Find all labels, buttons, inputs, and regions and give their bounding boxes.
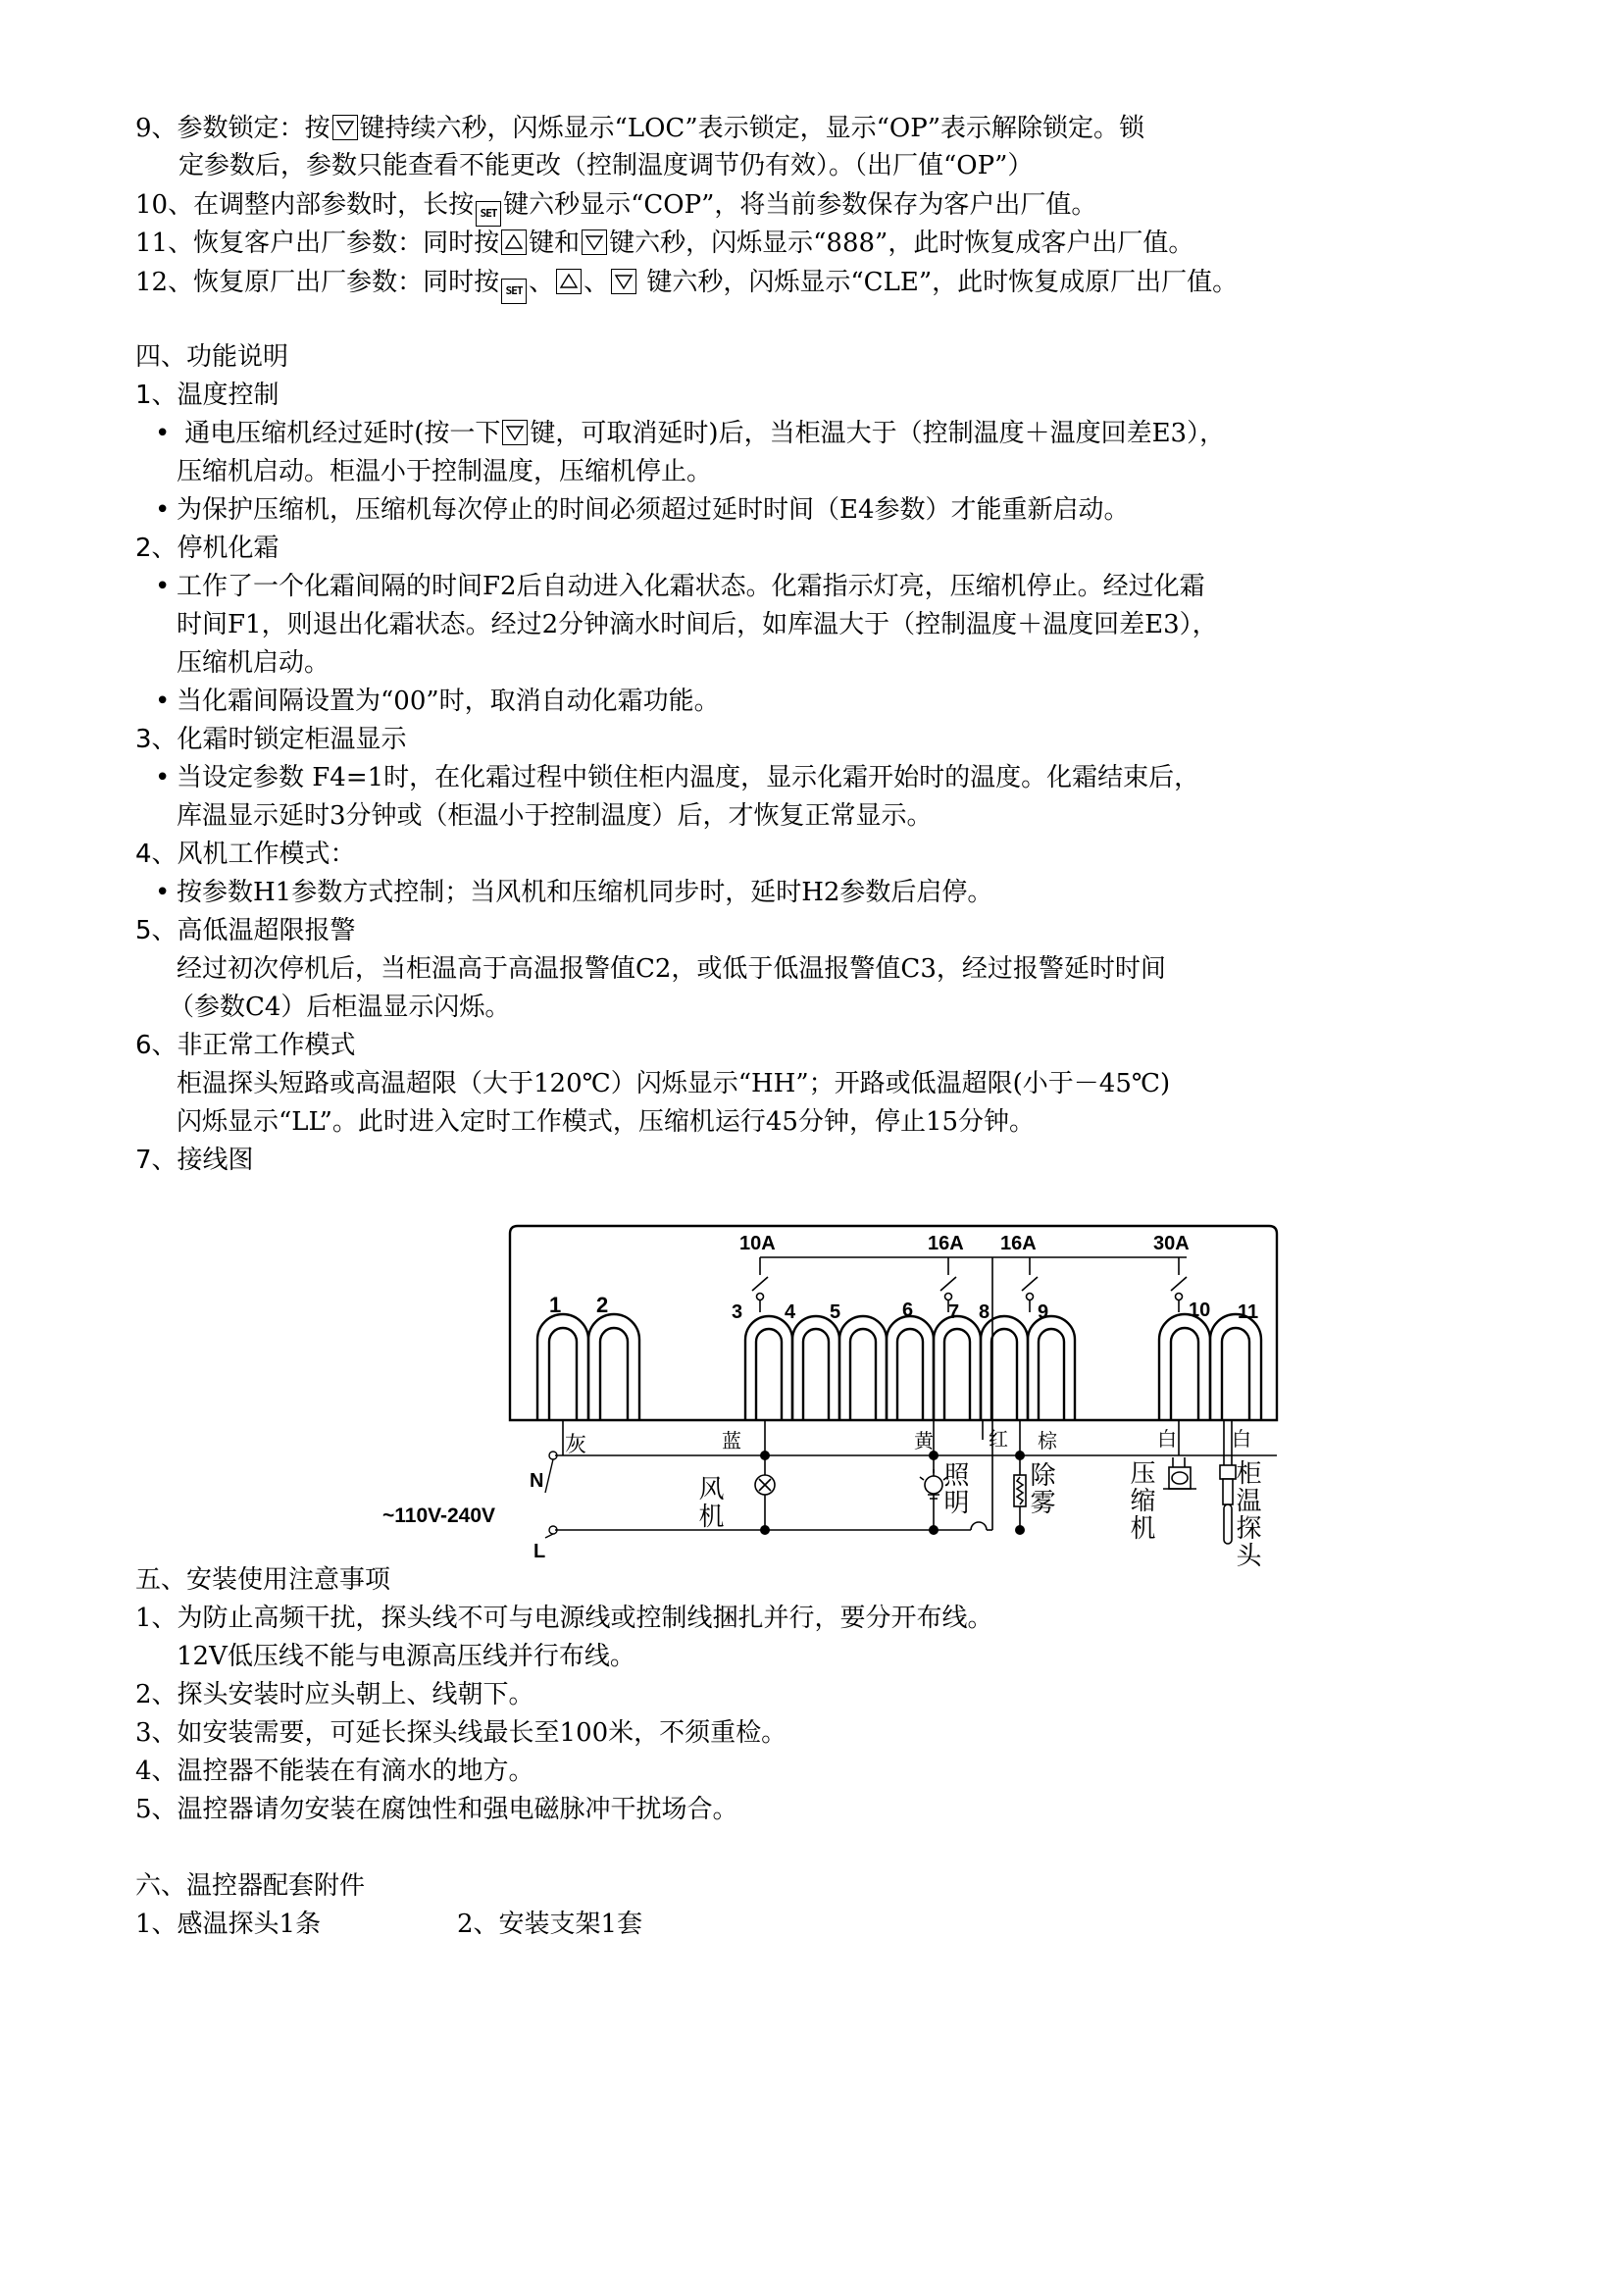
section-5-title: 五、安装使用注意事项 xyxy=(135,1565,391,1595)
load-probe: 柜温探头 xyxy=(1233,1459,1262,1569)
rating-30a: 30A xyxy=(1153,1233,1190,1254)
set-key-icon: SET xyxy=(476,201,501,227)
section-4-4-title: 4、风机工作模式： xyxy=(135,840,356,869)
text: 9、参数锁定：按 xyxy=(135,114,330,143)
terminal-loops-3-9 xyxy=(745,1316,1075,1420)
wire-color-white: 白 xyxy=(1157,1429,1177,1451)
section-4-5-title: 5、高低温超限报警 xyxy=(135,916,356,945)
terminal-9: 9 xyxy=(1038,1301,1049,1323)
wiring-diagram xyxy=(382,1214,1304,1577)
text: 当化霜间隔设置为“00”时，取消自动化霜功能。 xyxy=(177,687,720,716)
terminal-loop xyxy=(549,1328,577,1420)
item-9-line-2: 定参数后，参数只能查看不能更改（控制温度调节仍有效）。（出厂值“OP”） xyxy=(178,151,1034,180)
line-label: L xyxy=(533,1541,546,1562)
supply-voltage: ~110V-240V xyxy=(382,1504,496,1527)
rating-16a-2: 16A xyxy=(1000,1233,1037,1254)
terminal-6: 6 xyxy=(902,1300,914,1321)
section-4-2-bullet-1 xyxy=(155,570,1205,603)
section-4-2-bullet-1-cont: 压缩机启动。 xyxy=(177,648,330,678)
load-light: 照明 xyxy=(940,1461,970,1516)
wire-color-red: 红 xyxy=(989,1429,1008,1451)
text: 键和 xyxy=(529,229,581,258)
supply-terminals xyxy=(545,1452,557,1538)
terminal-2: 2 xyxy=(596,1293,609,1317)
neutral-label: N xyxy=(530,1470,544,1492)
terminal-10: 10 xyxy=(1189,1300,1211,1321)
section-4-7-title: 7、接线图 xyxy=(135,1146,254,1175)
section-4-1-bullet-1 xyxy=(155,417,1225,450)
section-5-item-1: 1、为防止高频干扰，探头线不可与电源线或控制线捆扎并行，要分开布线。 xyxy=(135,1604,993,1633)
accessory-2: 2、安装支架1套 xyxy=(457,1910,643,1939)
item-9-line-1 xyxy=(135,112,1144,145)
section-4-3-bullet-1 xyxy=(155,761,1199,794)
down-key-icon xyxy=(611,269,636,294)
terminal-loop xyxy=(588,1314,639,1420)
load-compressor: 压缩机 xyxy=(1127,1459,1156,1542)
set-key-icon: SET xyxy=(501,279,527,304)
rating-10a: 10A xyxy=(739,1233,776,1254)
compressor-icon xyxy=(1163,1457,1196,1489)
section-5-item-1-cont: 12V低压线不能与电源高压线并行布线。 xyxy=(177,1642,635,1671)
text: 按参数H1参数方式控制；当风机和压缩机同步时，延时H2参数后启停。 xyxy=(177,878,993,907)
text: 键六秒，闪烁显示“888”，此时恢复成客户出厂值。 xyxy=(609,229,1194,258)
section-4-5-line-2: （参数C4）后柜温显示闪烁。 xyxy=(169,993,511,1022)
terminal-1: 1 xyxy=(549,1293,562,1317)
item-11 xyxy=(135,227,1193,260)
terminal-loops-10-11 xyxy=(1159,1314,1261,1420)
terminal-3: 3 xyxy=(732,1301,743,1323)
wire-color-yellow: 黄 xyxy=(914,1431,934,1453)
text: 键六秒显示“COP”，将当前参数保存为客户出厂值。 xyxy=(503,190,1097,220)
text: 当设定参数 F4=1时，在化霜过程中锁住柜内温度，显示化霜开始时的温度。化霜结束后， xyxy=(177,763,1200,792)
text: 、 xyxy=(529,268,555,297)
section-4-6-line-1: 柜温探头短路或高温超限（大于120℃）闪烁显示“HH”；开路或低温超限(小于－45℃) xyxy=(177,1069,1171,1098)
load-defog: 除雾 xyxy=(1027,1461,1056,1516)
text: 通电压缩机经过延时(按一下 xyxy=(184,419,501,448)
section-5-item-3: 3、如安装需要，可延长探头线最长至100米，不须重检。 xyxy=(135,1718,787,1748)
terminal-loop xyxy=(600,1328,628,1420)
terminal-loop xyxy=(537,1314,588,1420)
section-5-item-5: 5、温控器请勿安装在腐蚀性和强电磁脉冲干扰场合。 xyxy=(135,1795,738,1824)
section-4-1-bullet-2 xyxy=(155,493,1130,527)
terminal-5: 5 xyxy=(830,1301,841,1323)
wire-color-blue: 蓝 xyxy=(722,1431,741,1453)
text: 工作了一个化霜间隔的时间F2后自动进入化霜状态。化霜指示灯亮，压缩机停止。经过化霜 xyxy=(177,572,1205,601)
section-5-item-2: 2、探头安装时应头朝上、线朝下。 xyxy=(135,1680,534,1709)
section-4-3-title: 3、化霜时锁定柜温显示 xyxy=(135,725,407,754)
heater-icon xyxy=(1014,1475,1026,1506)
text: 、 xyxy=(584,268,610,297)
section-5-item-4: 4、温控器不能装在有滴水的地方。 xyxy=(135,1757,534,1786)
section-4-2-title: 2、停机化霜 xyxy=(135,534,279,563)
section-4-5-line-1: 经过初次停机后，当柜温高于高温报警值C2，或低于低温报警值C3，经过报警延时时间 xyxy=(177,954,1166,984)
text: 为保护压缩机，压缩机每次停止的时间必须超过延时时间（E4参数）才能重新启动。 xyxy=(177,495,1130,525)
down-key-icon xyxy=(332,115,358,140)
section-6-title: 六、温控器配套附件 xyxy=(135,1871,366,1901)
text: 12、恢复原厂出厂参数：同时按 xyxy=(135,268,500,297)
section-4-3-bullet-1-cont: 库温显示延时3分钟或（柜温小于控制温度）后，才恢复正常显示。 xyxy=(177,801,933,831)
wire-color-white-2: 白 xyxy=(1232,1429,1251,1451)
load-fan: 风机 xyxy=(695,1475,725,1530)
down-key-icon xyxy=(502,420,528,445)
wire-color-gray: 灰 xyxy=(565,1432,587,1456)
up-key-icon xyxy=(501,229,527,255)
rating-16a: 16A xyxy=(928,1233,964,1254)
down-key-icon xyxy=(582,229,607,255)
terminal-4: 4 xyxy=(785,1301,796,1323)
text: 键六秒，闪烁显示“CLE”，此时恢复成原厂出厂值。 xyxy=(638,268,1239,297)
up-key-icon xyxy=(556,269,582,294)
terminal-8: 8 xyxy=(979,1301,990,1323)
section-4-6-title: 6、非正常工作模式 xyxy=(135,1031,356,1060)
section-4-title: 四、功能说明 xyxy=(135,342,289,372)
fan-icon xyxy=(755,1475,775,1495)
text: 11、恢复客户出厂参数：同时按 xyxy=(135,229,500,258)
section-4-1-bullet-1-cont: 压缩机启动。柜温小于控制温度，压缩机停止。 xyxy=(177,457,713,486)
text: 键，可取消延时)后，当柜温大于（控制温度＋温度回差E3）， xyxy=(530,419,1226,448)
section-4-4-bullet-1 xyxy=(155,876,992,909)
section-4-2-bullet-2 xyxy=(155,685,720,718)
text: 10、在调整内部参数时，长按 xyxy=(135,190,475,220)
accessory-1: 1、感温探头1条 xyxy=(135,1910,322,1939)
item-10 xyxy=(135,188,1096,227)
section-4-2-bullet-1-cont: 时间F1，则退出化霜状态。经过2分钟滴水时间后，如库温大于（控制温度＋温度回差E3）， xyxy=(177,610,1218,639)
junction-dots xyxy=(760,1451,1025,1535)
section-4-1-title: 1、温度控制 xyxy=(135,381,279,410)
wire-color-brown: 棕 xyxy=(1038,1431,1057,1453)
item-12 xyxy=(135,266,1238,304)
text: 键持续六秒，闪烁显示“LOC”表示锁定，显示“OP”表示解除锁定。锁 xyxy=(359,114,1144,143)
terminal-11: 11 xyxy=(1238,1301,1259,1323)
terminal-7: 7 xyxy=(948,1301,960,1323)
section-4-6-line-2: 闪烁显示“LL”。此时进入定时工作模式，压缩机运行45分钟，停止15分钟。 xyxy=(177,1107,1036,1137)
